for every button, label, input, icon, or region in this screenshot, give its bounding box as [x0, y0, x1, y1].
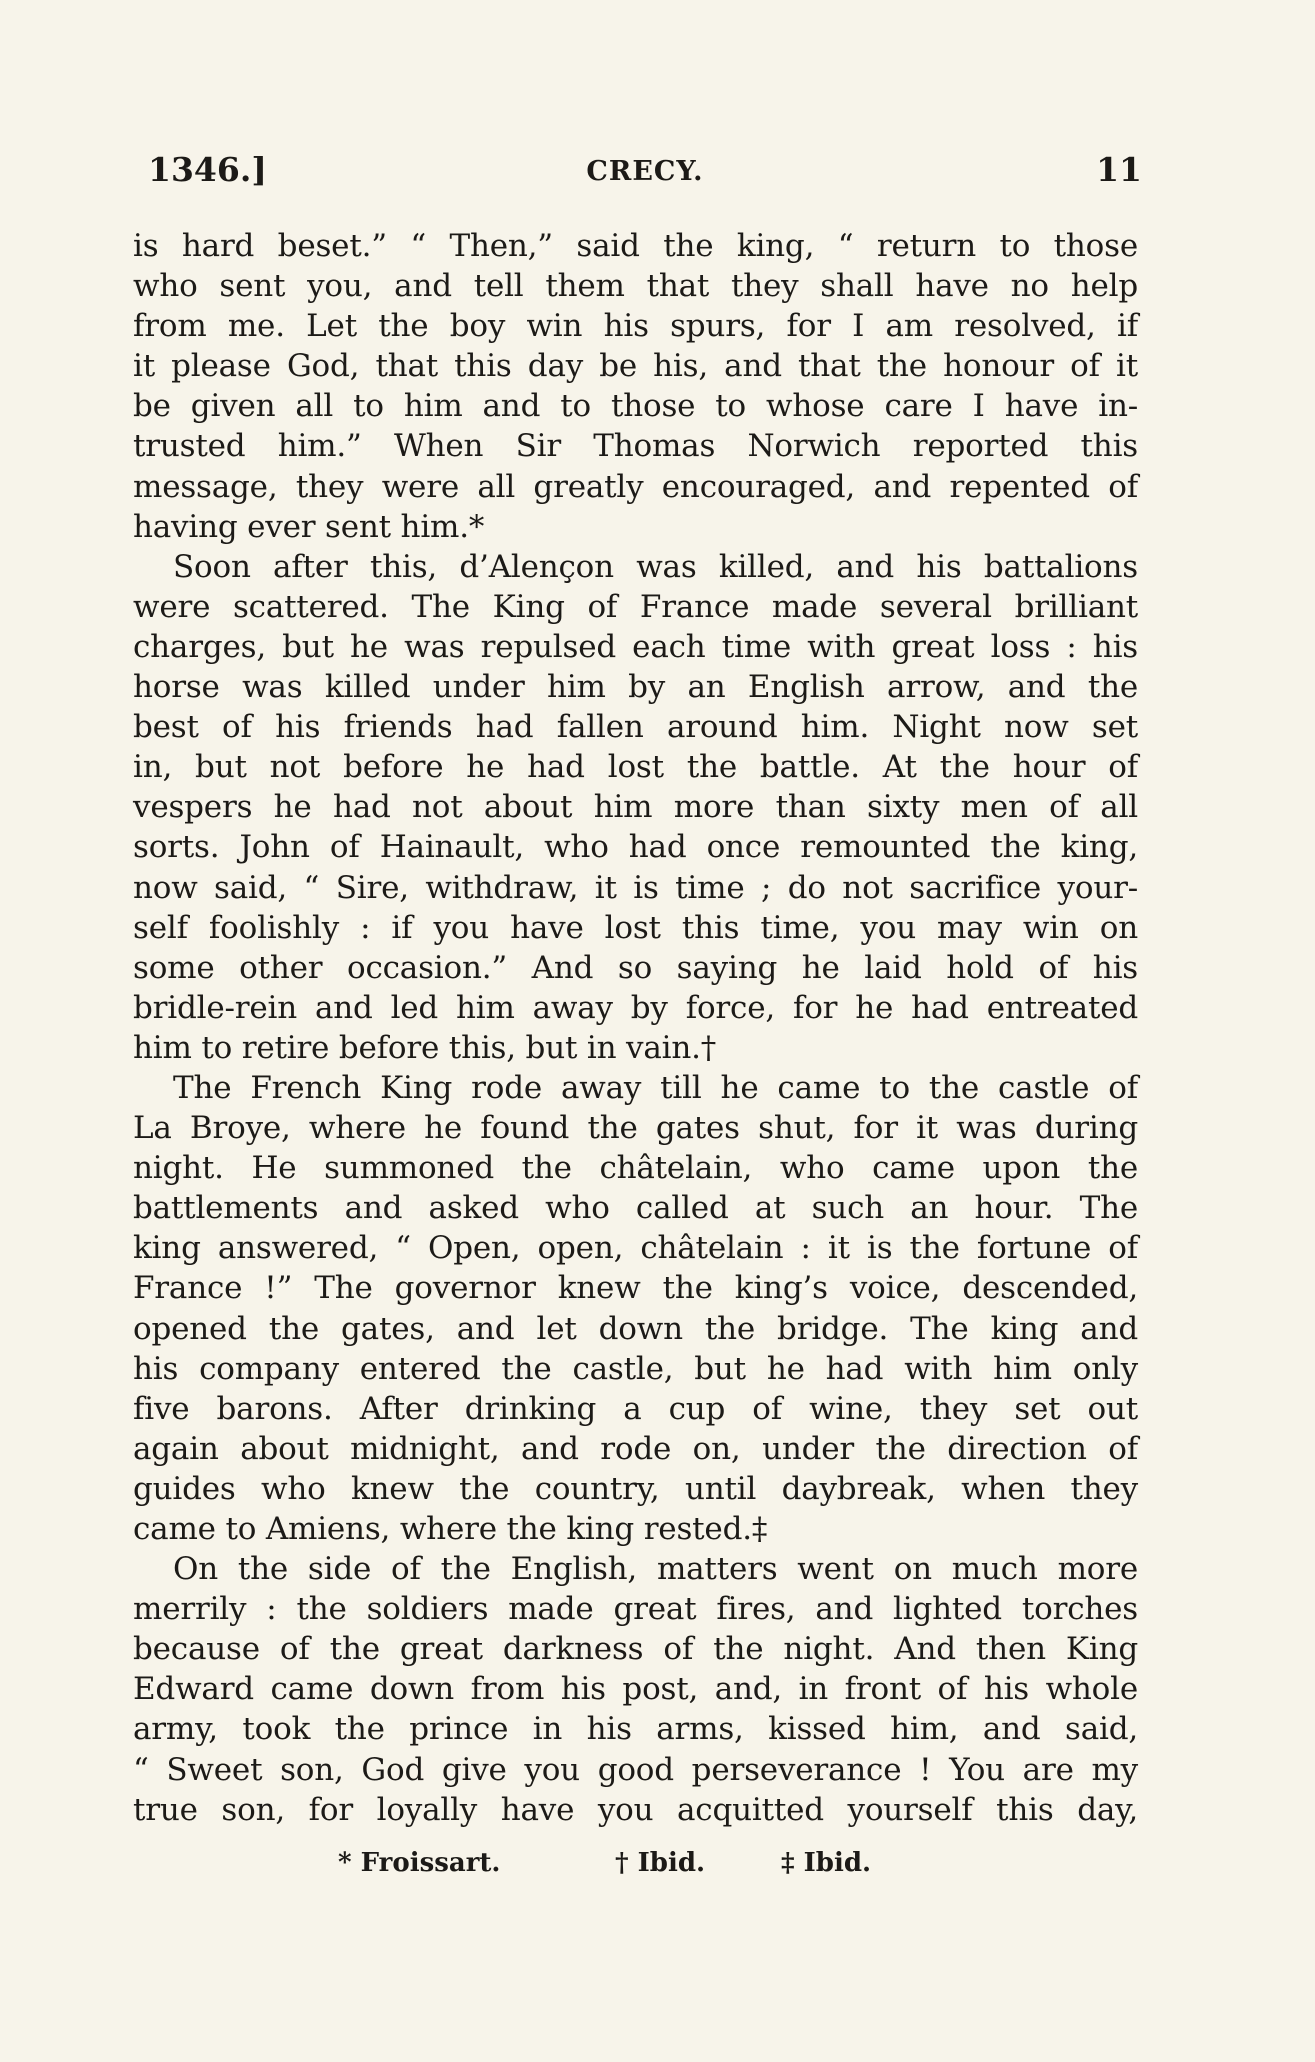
text-line: “ Sweet son, God give you good perseverance ! You are my	[133, 1751, 1138, 1788]
text-line: self foolishly : if you have lost this time, you may win on	[133, 909, 1138, 946]
footnote-1: * Froissart.	[338, 1848, 501, 1878]
header-year: 1346.]	[148, 150, 267, 189]
text-line: is hard beset.” “ Then,” said the king, “ return to those	[133, 228, 1138, 264]
text-line: best of his friends had fallen around him. Night now set	[133, 709, 1138, 746]
text-line: were scattered. The King of France made several brilliant	[133, 588, 1138, 625]
text-line: vespers he had not about him more than sixty men of all	[133, 789, 1138, 826]
text-line: true son, for loyally have you acquitted yourself this day,	[133, 1791, 1138, 1828]
text-line: came to Amiens, where the king rested.‡	[133, 1511, 768, 1547]
text-line: La Broye, where he found the gates shut, for it was during	[133, 1110, 1138, 1147]
text-line: Soon after this, d’Alençon was killed, and his battalions	[173, 548, 1138, 585]
text-line: five barons. After drinking a cup of wine, they set out	[133, 1390, 1138, 1427]
running-head	[148, 150, 1142, 200]
footnote-2: † Ibid.	[615, 1848, 706, 1878]
text-line: who sent you, and tell them that they shall have no help	[133, 268, 1138, 305]
text-line: it please God, that this day be his, and that the honour of it	[133, 348, 1138, 385]
text-line: merrily : the soldiers made great fires, and lighted torches	[133, 1591, 1138, 1628]
text-line: having ever sent him.*	[133, 508, 485, 545]
text-line: charges, but he was repulsed each time with great loss : his	[133, 628, 1138, 665]
text-line: horse was killed under him by an English arrow, and the	[133, 669, 1138, 706]
text-line: France !” The governor knew the king’s voice, descended,	[133, 1270, 1138, 1307]
text-line: from me. Let the boy win his spurs, for I am resolved, if	[133, 308, 1138, 345]
text-line: sorts. John of Hainault, who had once remounted the king,	[133, 829, 1138, 866]
text-line: some other occasion.” And so saying he laid hold of his	[133, 949, 1138, 986]
text-line: guides who knew the country, until daybreak, when they	[133, 1470, 1138, 1507]
text-line: message, they were all greatly encouraged, and repented of	[133, 468, 1138, 505]
text-line: On the side of the English, matters went on much more	[173, 1551, 1138, 1588]
text-line: again about midnight, and rode on, under the direction of	[133, 1430, 1138, 1467]
text-line: opened the gates, and let down the bridge. The king and	[133, 1310, 1138, 1347]
text-line: army, took the prince in his arms, kissed him, and said,	[133, 1711, 1138, 1748]
text-line: The French King rode away till he came to the castle of	[173, 1069, 1138, 1106]
text-line: because of the great darkness of the night. And then King	[133, 1631, 1138, 1668]
header-chapter-title: CRECY.	[586, 156, 704, 187]
text-line: bridle-rein and led him away by force, for he had entreated	[133, 989, 1138, 1026]
text-line: night. He summoned the châtelain, who came upon the	[133, 1150, 1138, 1187]
text-line: in, but not before he had lost the battle. At the hour of	[133, 749, 1138, 786]
text-line: now said, “ Sire, withdraw, it is time ; do not sacrifice your-	[133, 869, 1138, 906]
page-number: 11	[1096, 150, 1142, 189]
text-line: king answered, “ Open, open, châtelain : it is the fortune of	[133, 1230, 1138, 1267]
footnotes	[133, 1848, 1138, 1888]
text-line: be given all to him and to those to whose care I have in-	[133, 388, 1138, 425]
text-line: Edward came down from his post, and, in front of his whole	[133, 1671, 1138, 1708]
text-line: his company entered the castle, but he had with him only	[133, 1350, 1138, 1387]
text-line: battlements and asked who called at such an hour. The	[133, 1190, 1138, 1227]
footnote-3: ‡ Ibid.	[781, 1848, 872, 1878]
text-line: trusted him.” When Sir Thomas Norwich reported this	[133, 428, 1138, 465]
body-text	[133, 226, 1138, 1830]
text-line: him to retire before this, but in vain.†	[133, 1029, 717, 1066]
